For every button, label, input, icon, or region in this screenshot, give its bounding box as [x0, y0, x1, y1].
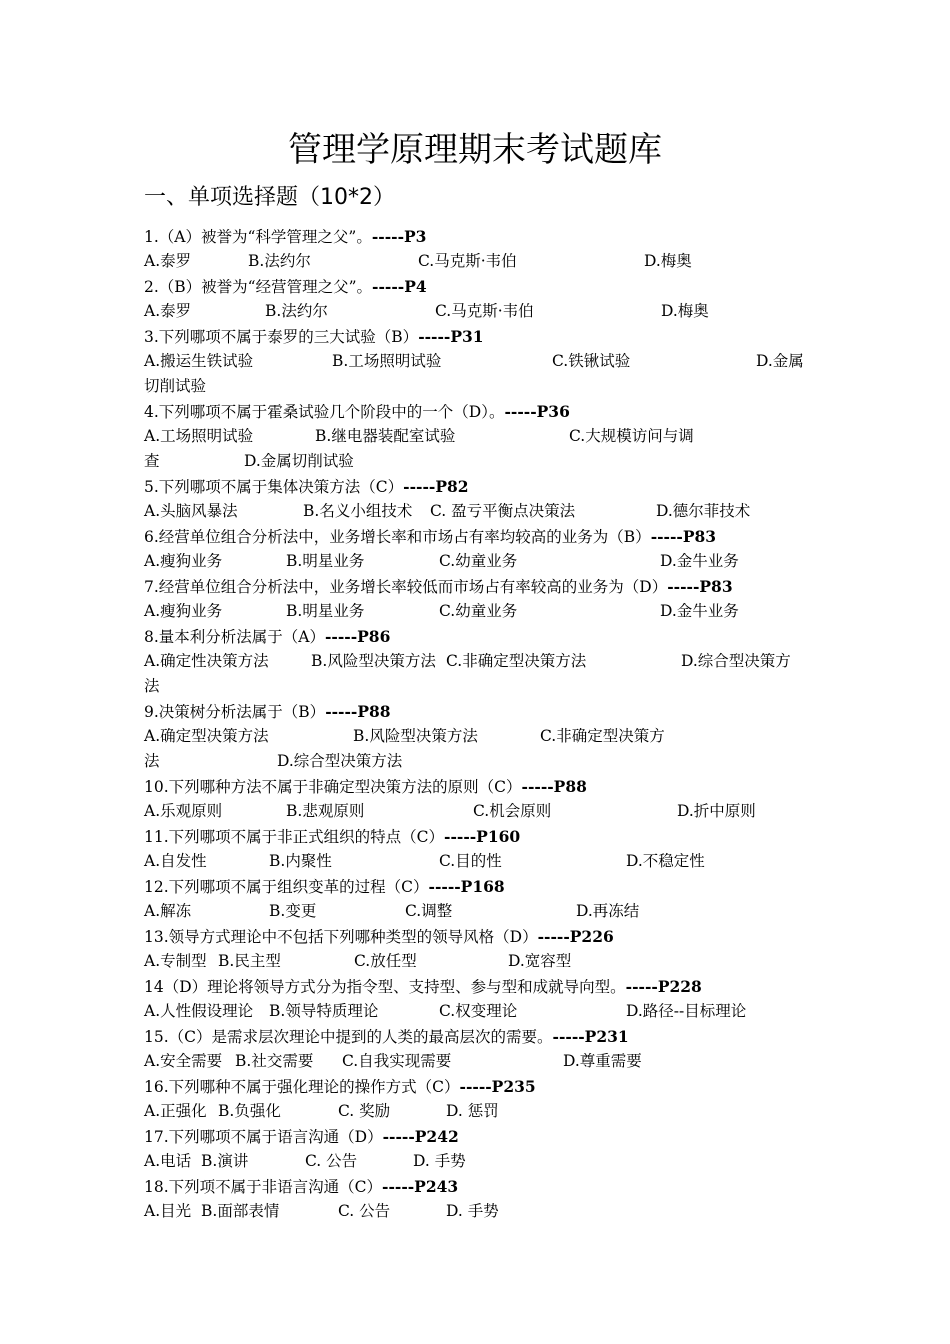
option-d: D. 惩罚: [446, 1102, 499, 1120]
option-b: B.悲观原则: [286, 802, 365, 820]
question-text: 17.下列哪项不属于语言沟通（D）: [144, 1128, 383, 1146]
question-4: [144, 399, 824, 424]
page-reference: -----P4: [372, 277, 427, 296]
option-d: D.尊重需要: [563, 1052, 642, 1070]
options-row: [144, 649, 824, 674]
question-13: [144, 924, 824, 949]
page-reference: -----P168: [428, 877, 505, 896]
option-b: B.工场照明试验: [332, 352, 442, 370]
option-c: C.铁锹试验: [552, 352, 631, 370]
option-b: B.内聚性: [269, 852, 332, 870]
options-row: [144, 299, 824, 324]
page-reference: -----P242: [382, 1127, 459, 1146]
option-c: C. 奖励: [338, 1102, 391, 1120]
option-c-continued: 法: [144, 752, 160, 770]
options-row: [144, 899, 824, 924]
option-b: B.面部表情: [201, 1202, 280, 1220]
option-d: D.德尔菲技术: [656, 502, 751, 520]
question-text: 3.下列哪项不属于泰罗的三大试验（B）: [144, 328, 419, 346]
options-row: [144, 549, 824, 574]
option-b: B.风险型决策方法: [353, 727, 478, 745]
question-9: [144, 699, 824, 724]
option-a: A.确定型决策方法: [144, 727, 269, 745]
option-c: C.机会原则: [473, 802, 552, 820]
question-text: 9.决策树分析法属于（B）: [144, 703, 326, 721]
option-c: C.自我实现需要: [342, 1052, 452, 1070]
option-d: D.折中原则: [677, 802, 756, 820]
page-reference: -----P226: [537, 927, 614, 946]
page-reference: -----P3: [371, 227, 427, 246]
option-c: C. 盈亏平衡点决策法: [430, 502, 576, 520]
option-c: C. 公告: [305, 1152, 358, 1170]
options-row: [144, 949, 824, 974]
question-17: [144, 1124, 824, 1149]
question-11: [144, 824, 824, 849]
question-text: 10.下列哪种方法不属于非确定型决策方法的原则（C）: [144, 778, 522, 796]
option-b: B.明星业务: [286, 602, 365, 620]
option-c: C.放任型: [354, 952, 417, 970]
document-title: 管理学原理期末考试题库: [288, 130, 662, 170]
question-text: 15.（C）是需求层次理论中提到的人类的最高层次的需要。: [144, 1028, 553, 1046]
option-b: B.民主型: [218, 952, 281, 970]
page-reference: -----P160: [444, 827, 521, 846]
question-18: [144, 1174, 824, 1199]
option-a: A.自发性: [144, 852, 207, 870]
options-row: [144, 849, 824, 874]
option-d: D.综合型决策方: [681, 652, 791, 670]
option-a: A.正强化: [144, 1102, 207, 1120]
page-reference: -----P88: [325, 702, 391, 721]
question-10: [144, 774, 824, 799]
question-text: 1.（A）被誉为“科学管理之父”。: [144, 228, 372, 246]
page-reference: -----P83: [667, 577, 733, 596]
page-reference: -----P31: [418, 327, 484, 346]
option-a: A.专制型: [144, 952, 207, 970]
option-c: C.马克斯·韦伯: [418, 252, 517, 270]
option-a: A.目光: [144, 1202, 192, 1220]
question-12: [144, 874, 824, 899]
question-1: [144, 224, 824, 249]
option-c: C.非确定型决策方: [540, 727, 665, 745]
options-row-continued: [144, 749, 824, 774]
page-reference: -----P82: [403, 477, 469, 496]
option-b: B.变更: [269, 902, 317, 920]
question-text: 13.领导方式理论中不包括下列哪种类型的领导风格（D）: [144, 928, 538, 946]
option-a: A.工场照明试验: [144, 427, 254, 445]
option-a: A.泰罗: [144, 302, 192, 320]
option-c: C.大规模访问与调: [569, 427, 694, 445]
options-row: [144, 799, 824, 824]
options-row-continued: [144, 674, 824, 699]
option-b: B.社交需要: [235, 1052, 314, 1070]
option-c: C.马克斯·韦伯: [435, 302, 534, 320]
question-5: [144, 474, 824, 499]
page-reference: -----P88: [521, 777, 587, 796]
question-text: 7.经营单位组合分析法中，业务增长率较低而市场占有率较高的业务为（D）: [144, 578, 668, 596]
option-d-continued: 法: [144, 677, 160, 695]
option-d: D.金牛业务: [660, 552, 739, 570]
option-a: A.安全需要: [144, 1052, 223, 1070]
option-d-continued: 切削试验: [144, 377, 207, 395]
option-a: A.瘦狗业务: [144, 552, 223, 570]
option-d: D.综合型决策方法: [277, 752, 403, 770]
question-text: 8.量本利分析法属于（A）: [144, 628, 325, 646]
question-3: [144, 324, 824, 349]
option-b: B.名义小组技术: [303, 502, 413, 520]
page-reference: -----P243: [382, 1177, 459, 1196]
option-c: C.幼童业务: [439, 602, 518, 620]
options-row: [144, 599, 824, 624]
option-d: D. 手势: [413, 1152, 466, 1170]
option-c: C.幼童业务: [439, 552, 518, 570]
options-row: [144, 1149, 824, 1174]
option-c: C.权变理论: [439, 1002, 518, 1020]
option-c: C. 公告: [338, 1202, 391, 1220]
options-row-continued: [144, 449, 824, 474]
option-a: A.电话: [144, 1152, 192, 1170]
option-d: D.梅奥: [644, 252, 692, 270]
option-c: C.非确定型决策方法: [446, 652, 587, 670]
option-b: B.法约尔: [248, 252, 311, 270]
options-row: [144, 1049, 824, 1074]
option-d: D.金属: [756, 352, 804, 370]
options-row: [144, 249, 824, 274]
page-reference: -----P228: [625, 977, 702, 996]
question-15: [144, 1024, 824, 1049]
question-7: [144, 574, 824, 599]
option-d: D.梅奥: [661, 302, 709, 320]
page-reference: -----P86: [324, 627, 391, 646]
option-d: D.再冻结: [576, 902, 640, 920]
option-d: D.宽容型: [508, 952, 572, 970]
option-b: B.演讲: [201, 1152, 249, 1170]
option-d: D.路径--目标理论: [626, 1002, 747, 1020]
options-row: [144, 499, 824, 524]
question-text: 4.下列哪项不属于霍桑试验几个阶段中的一个（D）。: [144, 403, 505, 421]
option-c-continued: 查: [144, 452, 160, 470]
question-14: [144, 974, 824, 999]
question-text: 5.下列哪项不属于集体决策方法（C）: [144, 478, 404, 496]
option-a: A.乐观原则: [144, 802, 223, 820]
option-a: A.头脑风暴法: [144, 502, 238, 520]
option-d: D. 手势: [446, 1202, 499, 1220]
option-a: A.泰罗: [144, 252, 192, 270]
question-text: 16.下列哪种不属于强化理论的操作方式（C）: [144, 1078, 460, 1096]
options-row: [144, 349, 824, 374]
question-text: 18.下列项不属于非语言沟通（C）: [144, 1178, 383, 1196]
question-text: 12.下列哪项不属于组织变革的过程（C）: [144, 878, 429, 896]
option-c: C.调整: [405, 902, 453, 920]
option-b: B.继电器装配室试验: [315, 427, 456, 445]
option-a: A.人性假设理论: [144, 1002, 254, 1020]
options-row: [144, 1199, 824, 1224]
options-row: [144, 999, 824, 1024]
option-b: B.明星业务: [286, 552, 365, 570]
option-d: D.不稳定性: [626, 852, 705, 870]
page-reference: -----P83: [650, 527, 717, 546]
option-a: A.解冻: [144, 902, 192, 920]
page-reference: -----P235: [459, 1077, 536, 1096]
question-text: 6.经营单位组合分析法中，业务增长率和市场占有率均较高的业务为（B）: [144, 528, 651, 546]
option-b: B.负强化: [218, 1102, 281, 1120]
options-row: [144, 1099, 824, 1124]
page-reference: -----P36: [504, 402, 570, 421]
options-row: [144, 724, 824, 749]
option-a: A.确定性决策方法: [144, 652, 269, 670]
question-text: 14（D）理论将领导方式分为指令型、支持型、参与型和成就导向型。: [144, 978, 626, 996]
option-d: D.金属切削试验: [244, 452, 354, 470]
option-b: B.风险型决策方法: [311, 652, 436, 670]
question-16: [144, 1074, 824, 1099]
option-a: A.瘦狗业务: [144, 602, 223, 620]
page-reference: -----P231: [552, 1027, 629, 1046]
options-row-continued: [144, 374, 824, 399]
question-text: 2.（B）被誉为“经营管理之父”。: [144, 278, 373, 296]
section-heading: 一、单项选择题（10*2）: [144, 185, 395, 210]
option-c: C.目的性: [439, 852, 502, 870]
question-6: [144, 524, 824, 549]
options-row: [144, 424, 824, 449]
question-text: 11.下列哪项不属于非正式组织的特点（C）: [144, 828, 445, 846]
option-a: A.搬运生铁试验: [144, 352, 254, 370]
option-d: D.金牛业务: [660, 602, 739, 620]
question-8: [144, 624, 824, 649]
question-2: [144, 274, 824, 299]
option-b: B.领导特质理论: [269, 1002, 379, 1020]
option-b: B.法约尔: [265, 302, 328, 320]
